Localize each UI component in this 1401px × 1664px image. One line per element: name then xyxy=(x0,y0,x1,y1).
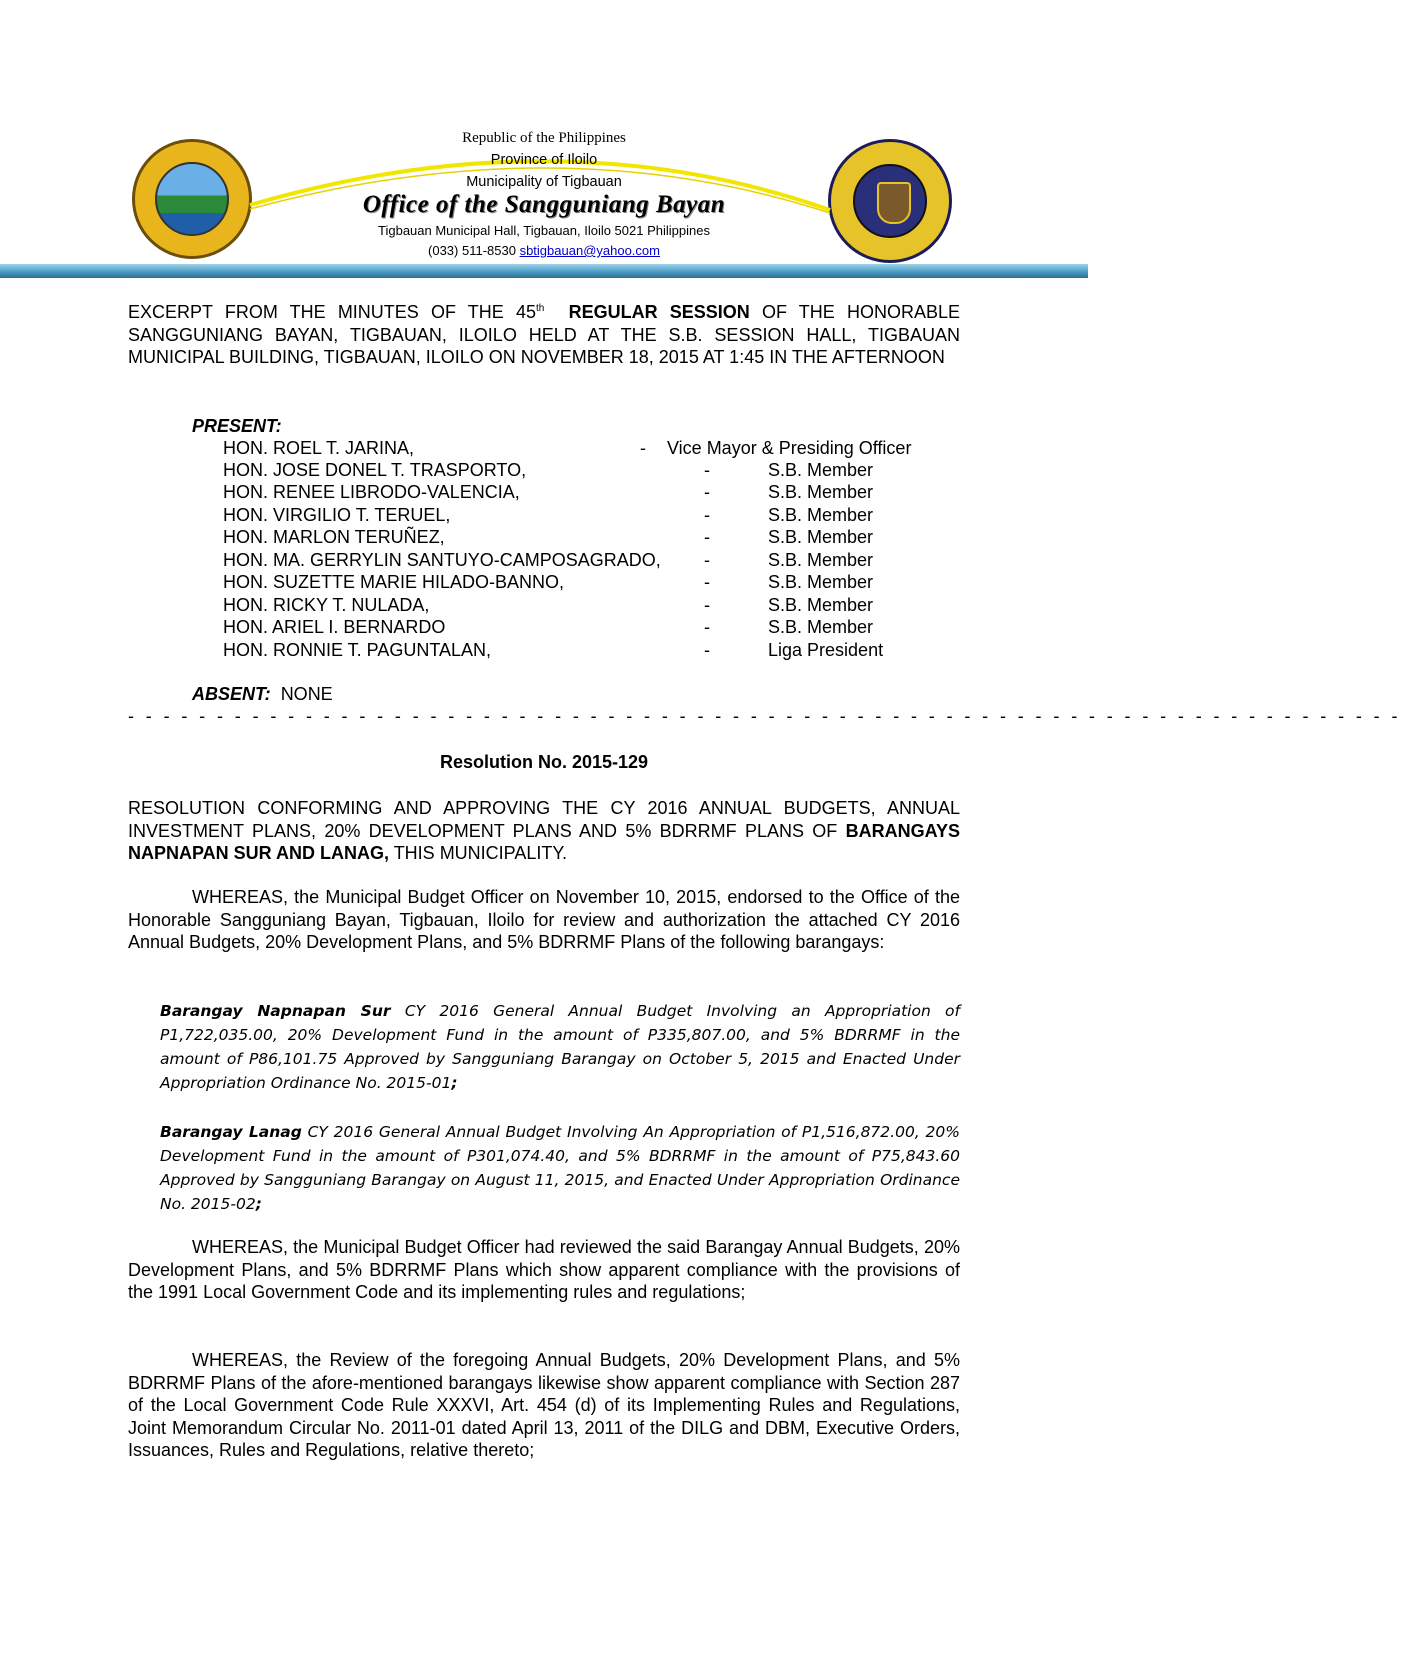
attendee-dash: - xyxy=(704,460,710,480)
attendee-dash: - xyxy=(704,482,710,502)
attendee-dash: - xyxy=(704,640,710,660)
attendee-position: S.B. Member xyxy=(768,572,874,592)
header-province: Province of Iloilo xyxy=(490,152,598,168)
resolution-title-text: RESOLUTION CONFORMING AND APPROVING THE CY 2016 ANNUAL BUDGETS, ANNUAL INVESTMENT PLANS, 20% DEVELOPMENT PLANS AND 5% BDRRMF PLANS OF xyxy=(128,798,960,841)
header-email-link[interactable]: sbtigbauan@yahoo.com xyxy=(519,243,660,258)
barangay-entry xyxy=(160,1120,960,1216)
excerpt-text-2: OF THE HONORABLE SANGGUNIANG BAYAN, TIGBAUAN, ILOILO HELD AT THE S.B. SESSION HALL, TIGBAUAN MUNICIPAL BUILDING, TIGBAUAN, ILOILO ON NOVEMBER 18, 2015 AT 1:45 IN THE AFTERNOON xyxy=(128,302,960,367)
present-label: PRESENT: xyxy=(192,416,282,436)
attendee-name: HON. VIRGILIO T. TERUEL, xyxy=(223,505,451,525)
barangay-details: CY 2016 General Annual Budget Involving an Appropriation of P1,722,035.00, 20% Development Fund in the amount of P335,807.00, and 5% BDRRMF in the amount of P86,101.75 Approved by Sangguniang Barangay on October 5, 2015 and Enacted Under Appropriation Ordinance No. 2015-01 xyxy=(160,1002,960,1092)
attendee-position: Vice Mayor & Presiding Officer xyxy=(667,438,912,458)
attendee-dash: - xyxy=(704,550,710,570)
attendee-dash: - xyxy=(640,438,646,458)
resolution-title-end: THIS MUNICIPALITY. xyxy=(393,843,568,863)
absent-label: ABSENT: xyxy=(192,684,271,704)
minutes-excerpt xyxy=(128,301,960,369)
attendee-dash: - xyxy=(704,595,710,615)
attendee-dash: - xyxy=(704,505,710,525)
attendee-name: HON. RONNIE T. PAGUNTALAN, xyxy=(223,640,492,660)
barangay-entry xyxy=(160,999,960,1095)
excerpt-session-type: REGULAR SESSION xyxy=(568,302,750,322)
resolution-title-barangays: BARANGAYS NAPNAPAN SUR AND LANAG, xyxy=(128,820,960,863)
attendee-position: S.B. Member xyxy=(768,595,874,615)
attendee-name: HON. RICKY T. NULADA, xyxy=(223,595,430,615)
header-republic: Republic of the Philippines xyxy=(462,130,626,146)
whereas-clause-2: WHEREAS, the Municipal Budget Officer had reviewed the said Barangay Annual Budgets, 20% Development Plans, and 5% BDRRMF Plans which show apparent compliance with the provisions of the 1991 Local Government Code and its implementing rules and regulations; xyxy=(128,1237,960,1302)
whereas-clause-1: WHEREAS, the Municipal Budget Officer on November 10, 2015, endorsed to the Office of the Honorable Sangguniang Bayan, Tigbauan, Iloilo for review and authorization the attached CY 2016 Annual Budgets, 20% Development Plans, and 5% BDRRMF Plans of the following barangays: xyxy=(128,887,960,952)
whereas-clause-3: WHEREAS, the Review of the foregoing Annual Budgets, 20% Development Plans, and 5% BDRRMF Plans of the afore-mentioned barangays likewise show apparent compliance with Section 287 of the Local Government Code Rule XXXVI, Art. 454 (d) of its Implementing Rules and Regulations, Joint Memorandum Circular No. 2011-01 dated April 13, 2011 of the DILG and DBM, Executive Orders, Issuances, Rules and Regulations, relative thereto; xyxy=(128,1350,960,1460)
header-office-title: Office of the Sangguniang Bayan xyxy=(362,191,726,218)
attendee-position: S.B. Member xyxy=(768,550,874,570)
attendee-name: HON. ARIEL I. BERNARDO xyxy=(223,617,446,637)
resolution-title xyxy=(128,797,960,865)
attendee-name: HON. MARLON TERUÑEZ, xyxy=(223,527,445,547)
barangay-details: CY 2016 General Annual Budget Involving An Appropriation of P1,516,872.00, 20% Development Fund in the amount of P301,074.40, and 5% BDRRMF in the amount of P75,843.60 Approved by Sangguniang Barangay on August 11, 2015, and Enacted Under Appropriation Ordinance No. 2015-02 xyxy=(160,1123,960,1213)
barangay-name: Barangay Napnapan Sur xyxy=(160,1002,391,1020)
attendee-position: S.B. Member xyxy=(768,527,874,547)
attendee-position: S.B. Member xyxy=(768,482,874,502)
absent-line xyxy=(192,684,333,705)
excerpt-text-1: EXCERPT FROM THE MINUTES OF THE 45 xyxy=(128,302,536,322)
letterhead-rule xyxy=(0,264,1088,278)
resolution-number: Resolution No. 2015-129 xyxy=(439,752,649,772)
attendee-dash: - xyxy=(704,572,710,592)
attendee-position: S.B. Member xyxy=(768,505,874,525)
header-contact xyxy=(0,243,1088,258)
header-phone: (033) 511-8530 xyxy=(428,243,516,258)
attendee-position: S.B. Member xyxy=(768,460,874,480)
attendee-name: HON. ROEL T. JARINA, xyxy=(223,438,415,458)
barangay-name: Barangay Lanag xyxy=(160,1123,302,1141)
attendee-dash: - xyxy=(704,617,710,637)
barangay-end: ; xyxy=(451,1074,458,1092)
attendee-name: HON. SUZETTE MARIE HILADO-BANNO, xyxy=(223,572,565,592)
separator-line: - - - - - - - - - - - - - - - - - - - - - - - - - - - - - - - - - - - - - - - - - - - - - - - - - - - - - - - - - - - - - - - - - - - - - - - - xyxy=(128,706,1401,726)
attendee-position: S.B. Member xyxy=(768,617,874,637)
barangay-end: ; xyxy=(255,1195,262,1213)
attendee-name: HON. JOSE DONEL T. TRASPORTO, xyxy=(223,460,527,480)
absent-value: NONE xyxy=(280,684,333,704)
attendee-name: HON. RENEE LIBRODO-VALENCIA, xyxy=(223,482,520,502)
attendee-position: Liga President xyxy=(768,640,884,660)
excerpt-superscript: th xyxy=(535,303,545,314)
header-municipality: Municipality of Tigbauan xyxy=(466,174,622,190)
attendee-name: HON. MA. GERRYLIN SANTUYO-CAMPOSAGRADO, xyxy=(223,550,661,570)
attendee-dash: - xyxy=(704,527,710,547)
header-address: Tigbauan Municipal Hall, Tigbauan, Iloilo 5021 Philippines xyxy=(378,223,710,238)
